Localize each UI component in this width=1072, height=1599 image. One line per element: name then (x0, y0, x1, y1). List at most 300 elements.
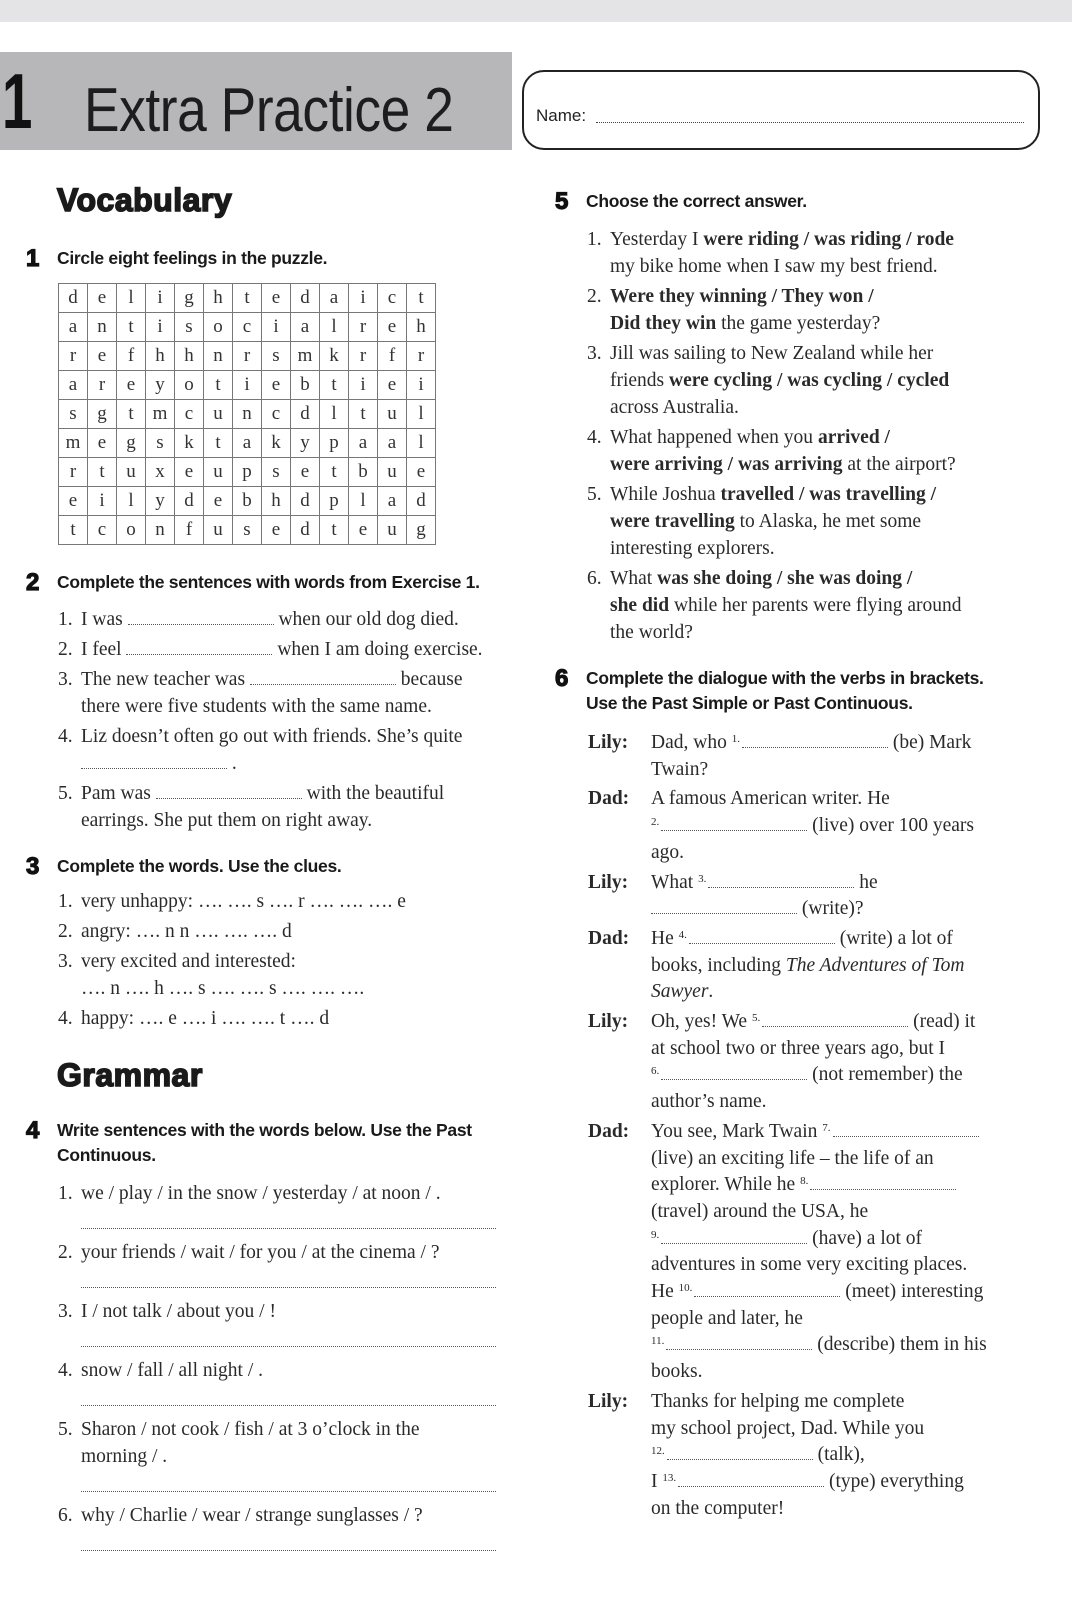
grid-cell[interactable]: r (59, 342, 88, 371)
name-box (522, 70, 1040, 150)
grid-cell[interactable]: k (262, 429, 291, 458)
text-segment: Oh, yes! We (651, 1011, 752, 1033)
text-segment: interesting explorers. (610, 538, 775, 559)
grid-cell[interactable]: n (204, 342, 233, 371)
item-number: 5. (587, 484, 602, 505)
answer-line[interactable] (81, 1470, 496, 1492)
grid-cell[interactable]: e (175, 458, 204, 487)
grid-cell[interactable]: h (204, 284, 233, 313)
grid-cell[interactable]: l (320, 313, 349, 342)
grid-cell[interactable]: e (262, 284, 291, 313)
exercise-5-header (555, 189, 1055, 214)
grid-cell[interactable]: h (146, 342, 175, 371)
answer-blank[interactable] (667, 1445, 813, 1460)
grid-cell[interactable]: n (88, 313, 117, 342)
grid-cell[interactable]: r (349, 313, 378, 342)
grid-cell[interactable]: a (59, 371, 88, 400)
list-item (58, 1005, 516, 1032)
grid-cell[interactable]: g (175, 284, 204, 313)
item-number: 2. (58, 1242, 73, 1263)
text-line (651, 1036, 1040, 1063)
grid-cell[interactable]: t (349, 400, 378, 429)
grid-cell[interactable]: t (117, 400, 146, 429)
grid-cell[interactable]: m (291, 342, 320, 371)
text-line (651, 1146, 1040, 1173)
answer-blank[interactable] (694, 1282, 840, 1297)
answer-blank[interactable] (689, 929, 835, 944)
blank-number: 13. (662, 1471, 677, 1484)
item-number: 5. (58, 783, 73, 804)
text-line (81, 918, 516, 945)
text-segment: …. n …. h …. s …. …. s …. …. …. (81, 978, 365, 999)
grid-cell[interactable]: i (349, 371, 378, 400)
text-segment: (travel) around the USA, he (651, 1200, 869, 1222)
answer-blank[interactable] (708, 873, 854, 888)
grid-cell[interactable]: k (175, 429, 204, 458)
text-segment: happy: …. e …. i …. …. t …. d (81, 1008, 330, 1029)
list-item (58, 1298, 516, 1347)
text-line (651, 1009, 1040, 1036)
grid-cell[interactable]: o (175, 371, 204, 400)
answer-blank[interactable] (126, 640, 272, 655)
grid-cell[interactable]: i (88, 487, 117, 516)
exercise-2-number: 2 (26, 569, 40, 596)
blank-number: 4. (678, 928, 687, 941)
grid-cell[interactable]: d (291, 400, 320, 429)
text-line (81, 1416, 516, 1443)
grid-cell[interactable]: i (146, 284, 175, 313)
text-segment: author’s name. (651, 1091, 767, 1113)
grid-cell[interactable]: s (262, 458, 291, 487)
grid-cell[interactable]: t (320, 516, 349, 545)
grid-cell[interactable]: i (233, 371, 262, 400)
text-segment: we / play / in the snow / yesterday / at noon / . (81, 1183, 441, 1204)
text-line (651, 1469, 1040, 1496)
text-line (651, 1279, 1040, 1306)
grid-cell[interactable]: r (407, 342, 436, 371)
grid-cell[interactable]: a (349, 429, 378, 458)
list-item (587, 565, 1039, 646)
grid-row (59, 342, 436, 371)
grid-cell[interactable]: e (88, 342, 117, 371)
grammar-section (26, 1059, 518, 1091)
speaker-label: Dad: (588, 1120, 630, 1142)
text-line (651, 1199, 1040, 1226)
grid-cell[interactable]: c (262, 400, 291, 429)
text-line (81, 1005, 516, 1032)
text-line (651, 953, 1040, 980)
text-line (81, 723, 516, 750)
text-segment: books. (651, 1361, 703, 1383)
answer-line[interactable] (81, 1325, 496, 1347)
grid-cell[interactable]: e (117, 371, 146, 400)
grid-cell[interactable]: x (146, 458, 175, 487)
grid-cell[interactable]: b (233, 487, 262, 516)
answer-blank[interactable] (810, 1175, 956, 1190)
unit-number: 1 (2, 57, 33, 145)
page-title: Extra Practice 2 (84, 76, 454, 145)
grid-cell[interactable]: i (262, 313, 291, 342)
grid-cell[interactable]: a (291, 313, 320, 342)
text-segment: (talk), (812, 1444, 865, 1466)
answer-line[interactable] (81, 1266, 496, 1288)
speaker-label: Dad: (588, 788, 630, 810)
answer-blank[interactable] (651, 899, 797, 914)
list-item (587, 340, 1039, 421)
item-number: 2. (58, 921, 73, 942)
text-segment: (be) Mark (887, 732, 972, 753)
grid-cell[interactable]: c (175, 400, 204, 429)
list-item (58, 1239, 516, 1288)
grid-cell[interactable]: o (204, 313, 233, 342)
blank-number: 7. (822, 1121, 831, 1134)
grid-cell[interactable]: p (233, 458, 262, 487)
grid-cell[interactable]: a (378, 429, 407, 458)
text-line (610, 592, 1039, 619)
blank-number: 8. (800, 1175, 809, 1188)
grid-cell[interactable]: d (59, 284, 88, 313)
grid-cell[interactable]: t (59, 516, 88, 545)
text-line (81, 1180, 516, 1207)
grid-cell[interactable]: h (407, 313, 436, 342)
exercise-6-number: 6 (555, 665, 569, 692)
text-segment: The new teacher was (81, 669, 250, 690)
list-item (58, 780, 516, 834)
text-segment: (type) everything (824, 1470, 964, 1492)
text-segment: when I am doing exercise. (272, 639, 483, 660)
grid-cell[interactable]: c (88, 516, 117, 545)
exercise-4-instruction-line: Continuous. (57, 1145, 156, 1165)
text-segment: explorer. While he (651, 1174, 801, 1196)
grid-cell[interactable]: u (204, 516, 233, 545)
text-line (81, 1298, 516, 1325)
grid-cell[interactable]: e (291, 458, 320, 487)
blank-number: 9. (651, 1228, 660, 1241)
answer-blank[interactable] (833, 1122, 979, 1137)
text-line (651, 1119, 1040, 1146)
grid-cell[interactable]: r (59, 458, 88, 487)
grid-cell[interactable]: m (59, 429, 88, 458)
grid-cell[interactable]: t (320, 458, 349, 487)
grid-cell[interactable]: u (117, 458, 146, 487)
exercise-3-instruction: Complete the words. Use the clues. (57, 856, 342, 876)
text-line (81, 666, 516, 693)
grid-cell[interactable]: s (233, 516, 262, 545)
text-line (651, 1306, 1040, 1333)
answer-line[interactable] (81, 1529, 496, 1551)
answer-blank[interactable] (742, 733, 888, 748)
grid-cell[interactable]: t (204, 371, 233, 400)
grid-cell[interactable]: t (320, 371, 349, 400)
grid-cell[interactable]: s (59, 400, 88, 429)
answer-blank[interactable] (661, 816, 807, 831)
grid-cell[interactable]: k (320, 342, 349, 371)
blank-number: 3. (698, 872, 707, 885)
text-segment: While Joshua (610, 484, 721, 505)
grid-cell[interactable]: e (88, 284, 117, 313)
text-segment: because (395, 669, 463, 690)
text-segment: friends (610, 370, 670, 391)
text-segment: while her parents were flying around (669, 595, 962, 616)
list-item (587, 283, 1039, 337)
list-item (58, 636, 516, 663)
grid-cell[interactable]: d (175, 487, 204, 516)
grid-cell[interactable]: t (88, 458, 117, 487)
answer-blank[interactable] (128, 610, 274, 625)
exercise-1-instruction: Circle eight feelings in the puzzle. (57, 248, 328, 268)
text-line (651, 1226, 1040, 1253)
text-segment: ago. (651, 841, 685, 863)
text-line (81, 1357, 516, 1384)
text-segment: she did (610, 595, 670, 616)
item-number: 6. (58, 1505, 73, 1526)
grid-cell[interactable]: u (378, 516, 407, 545)
grid-cell[interactable]: t (117, 313, 146, 342)
dialogue (588, 730, 1040, 1522)
list-item (58, 1502, 516, 1551)
grid-cell[interactable]: y (146, 371, 175, 400)
grid-cell[interactable]: e (204, 487, 233, 516)
text-segment: the game yesterday? (716, 313, 881, 334)
grid-cell[interactable]: e (378, 313, 407, 342)
grid-cell[interactable]: e (88, 429, 117, 458)
text-segment: Were they winning / They won / (610, 286, 874, 307)
grid-cell[interactable]: f (175, 516, 204, 545)
item-number: 2. (587, 286, 602, 307)
text-line (651, 1496, 1040, 1523)
exercise-3-number: 3 (26, 853, 40, 880)
exercise-6-instruction (586, 666, 984, 716)
grid-cell[interactable]: l (349, 487, 378, 516)
item-number: 4. (58, 726, 73, 747)
item-number: 4. (587, 427, 602, 448)
text-segment: (not remember) the (807, 1064, 963, 1086)
answer-blank[interactable] (678, 1472, 824, 1487)
grid-cell[interactable]: o (117, 516, 146, 545)
text-line (651, 1442, 1040, 1469)
grid-cell[interactable]: c (233, 313, 262, 342)
grid-cell[interactable]: d (407, 487, 436, 516)
exercise-1-header (26, 246, 518, 271)
grid-cell[interactable]: r (88, 371, 117, 400)
answer-blank[interactable] (661, 1065, 807, 1080)
grid-cell[interactable]: p (320, 429, 349, 458)
blank-number: 10. (678, 1282, 693, 1295)
name-label: Name: (536, 106, 587, 125)
text-segment: when our old dog died. (273, 609, 459, 630)
grid-cell[interactable]: t (407, 284, 436, 313)
text-segment: (live) an exciting life – the life of an (651, 1147, 934, 1169)
exercise-3-list (58, 888, 516, 1032)
grid-cell[interactable]: a (378, 487, 407, 516)
text-line (81, 888, 516, 915)
text-line (651, 786, 1040, 813)
text-line (651, 896, 1040, 923)
answer-blank[interactable] (81, 754, 227, 769)
grid-cell[interactable]: l (117, 284, 146, 313)
answer-line[interactable] (81, 1384, 496, 1406)
text-segment: to Alaska, he met some (734, 511, 922, 532)
grid-cell[interactable]: i (146, 313, 175, 342)
grid-cell[interactable]: b (291, 371, 320, 400)
text-segment: (write)? (797, 898, 864, 920)
exercise-6-instruction-line: Complete the dialogue with the verbs in brackets. (586, 668, 984, 688)
grid-cell[interactable]: h (262, 487, 291, 516)
grid-cell[interactable]: t (233, 284, 262, 313)
list-item (58, 918, 516, 945)
answer-blank[interactable] (250, 670, 396, 685)
text-segment: across Australia. (610, 397, 739, 418)
grid-cell[interactable]: y (291, 429, 320, 458)
text-line (610, 565, 1039, 592)
text-segment: morning / . (81, 1446, 168, 1467)
text-line (610, 394, 1039, 421)
text-line (651, 1359, 1040, 1386)
grid-cell[interactable]: g (407, 516, 436, 545)
grid-cell[interactable]: f (117, 342, 146, 371)
exercise-5-list (587, 226, 1039, 646)
item-number: 1. (58, 1183, 73, 1204)
answer-blank[interactable] (661, 1229, 807, 1244)
grid-cell[interactable]: a (59, 313, 88, 342)
item-number: 1. (587, 229, 602, 250)
grid-cell[interactable]: c (378, 284, 407, 313)
grid-cell[interactable]: l (320, 400, 349, 429)
grid-cell[interactable]: t (204, 429, 233, 458)
text-segment: Sharon / not cook / fish / at 3 o’clock in the (81, 1419, 420, 1440)
dialogue-turn (588, 730, 1040, 783)
text-line (610, 535, 1039, 562)
exercise-6-header (555, 666, 1055, 716)
grid-cell[interactable]: l (407, 429, 436, 458)
grid-cell[interactable]: d (291, 516, 320, 545)
text-line (610, 424, 1039, 451)
text-line (81, 948, 516, 975)
text-segment: were arriving / was arriving (610, 454, 843, 475)
text-segment: the world? (610, 622, 693, 643)
left-column (26, 184, 518, 1561)
text-segment: my bike home when I saw my best friend. (610, 256, 938, 277)
text-line (651, 1416, 1040, 1443)
grid-cell[interactable]: n (233, 400, 262, 429)
dialogue-turn (588, 1119, 1040, 1386)
text-segment: . (227, 753, 237, 774)
grid-cell[interactable]: l (407, 400, 436, 429)
grid-cell[interactable]: d (291, 487, 320, 516)
text-segment: I was (81, 609, 128, 630)
grid-row (59, 313, 436, 342)
grid-cell[interactable]: e (378, 371, 407, 400)
exercise-3-header (26, 854, 518, 879)
list-item (587, 424, 1039, 478)
item-number: 5. (58, 1419, 73, 1440)
grid-cell[interactable]: l (117, 487, 146, 516)
grid-cell[interactable]: r (349, 342, 378, 371)
text-line (651, 840, 1040, 867)
grid-cell[interactable]: u (204, 400, 233, 429)
list-item (587, 226, 1039, 280)
grid-cell[interactable]: a (320, 284, 349, 313)
grid-cell[interactable]: a (233, 429, 262, 458)
answer-blank[interactable] (156, 784, 302, 799)
answer-line[interactable] (81, 1207, 496, 1229)
grid-cell[interactable]: y (146, 487, 175, 516)
grid-cell[interactable]: e (349, 516, 378, 545)
grid-cell[interactable]: e (262, 371, 291, 400)
text-line (651, 979, 1040, 1006)
text-segment: were travelling (610, 511, 735, 532)
item-number: 1. (58, 609, 73, 630)
dialogue-turn (588, 1389, 1040, 1523)
grid-cell[interactable]: e (407, 458, 436, 487)
blank-number: 11. (651, 1335, 665, 1348)
grid-cell[interactable]: i (407, 371, 436, 400)
text-line (651, 813, 1040, 840)
grid-cell[interactable]: i (349, 284, 378, 313)
exercise-4-list (58, 1180, 516, 1551)
grid-cell[interactable]: s (262, 342, 291, 371)
grid-cell[interactable]: u (204, 458, 233, 487)
text-segment: there were five students with the same name. (81, 696, 432, 717)
text-line (81, 780, 516, 807)
exercise-2-header (26, 570, 518, 595)
grid-cell[interactable]: h (175, 342, 204, 371)
text-line (81, 1239, 516, 1266)
text-segment: travelled / was travelling / (720, 484, 937, 505)
name-field[interactable] (596, 122, 1024, 123)
text-segment: arrived / (817, 427, 890, 448)
text-segment: What happened when you (610, 427, 818, 448)
list-item (58, 948, 516, 1002)
item-number: 2. (58, 639, 73, 660)
text-segment: Dad, who (651, 732, 732, 753)
grid-cell[interactable]: e (262, 516, 291, 545)
item-number: 4. (58, 1360, 73, 1381)
grid-cell[interactable]: f (378, 342, 407, 371)
grid-cell[interactable]: g (117, 429, 146, 458)
exercise-2-instruction: Complete the sentences with words from Exercise 1. (57, 572, 480, 592)
text-segment: What (651, 871, 699, 893)
text-segment: he (854, 871, 878, 893)
text-segment: people and later, he (651, 1307, 803, 1329)
text-segment: Did they win (610, 313, 717, 334)
answer-blank[interactable] (762, 1012, 908, 1027)
blank-number: 1. (731, 733, 740, 745)
answer-blank[interactable] (666, 1335, 812, 1350)
grid-cell[interactable]: b (349, 458, 378, 487)
text-segment: The Adventures of Tom (785, 954, 965, 976)
grid-cell[interactable]: s (146, 429, 175, 458)
grid-cell[interactable]: e (59, 487, 88, 516)
text-segment: (meet) interesting (840, 1281, 984, 1303)
grid-cell[interactable]: m (146, 400, 175, 429)
grid-cell[interactable]: u (378, 458, 407, 487)
text-segment: snow / fall / all night / . (81, 1360, 263, 1381)
grid-cell[interactable]: d (291, 284, 320, 313)
item-number: 3. (587, 343, 602, 364)
grid-cell[interactable]: g (88, 400, 117, 429)
list-item (58, 723, 516, 777)
grid-cell[interactable]: r (233, 342, 262, 371)
grid-cell[interactable]: n (146, 516, 175, 545)
exercise-4-instruction (57, 1118, 472, 1168)
grid-cell[interactable]: s (175, 313, 204, 342)
grid-cell[interactable]: p (320, 487, 349, 516)
grid-row (59, 371, 436, 400)
text-segment: were riding / was riding / rode (703, 229, 954, 250)
text-line (610, 367, 1039, 394)
grid-cell[interactable]: u (378, 400, 407, 429)
